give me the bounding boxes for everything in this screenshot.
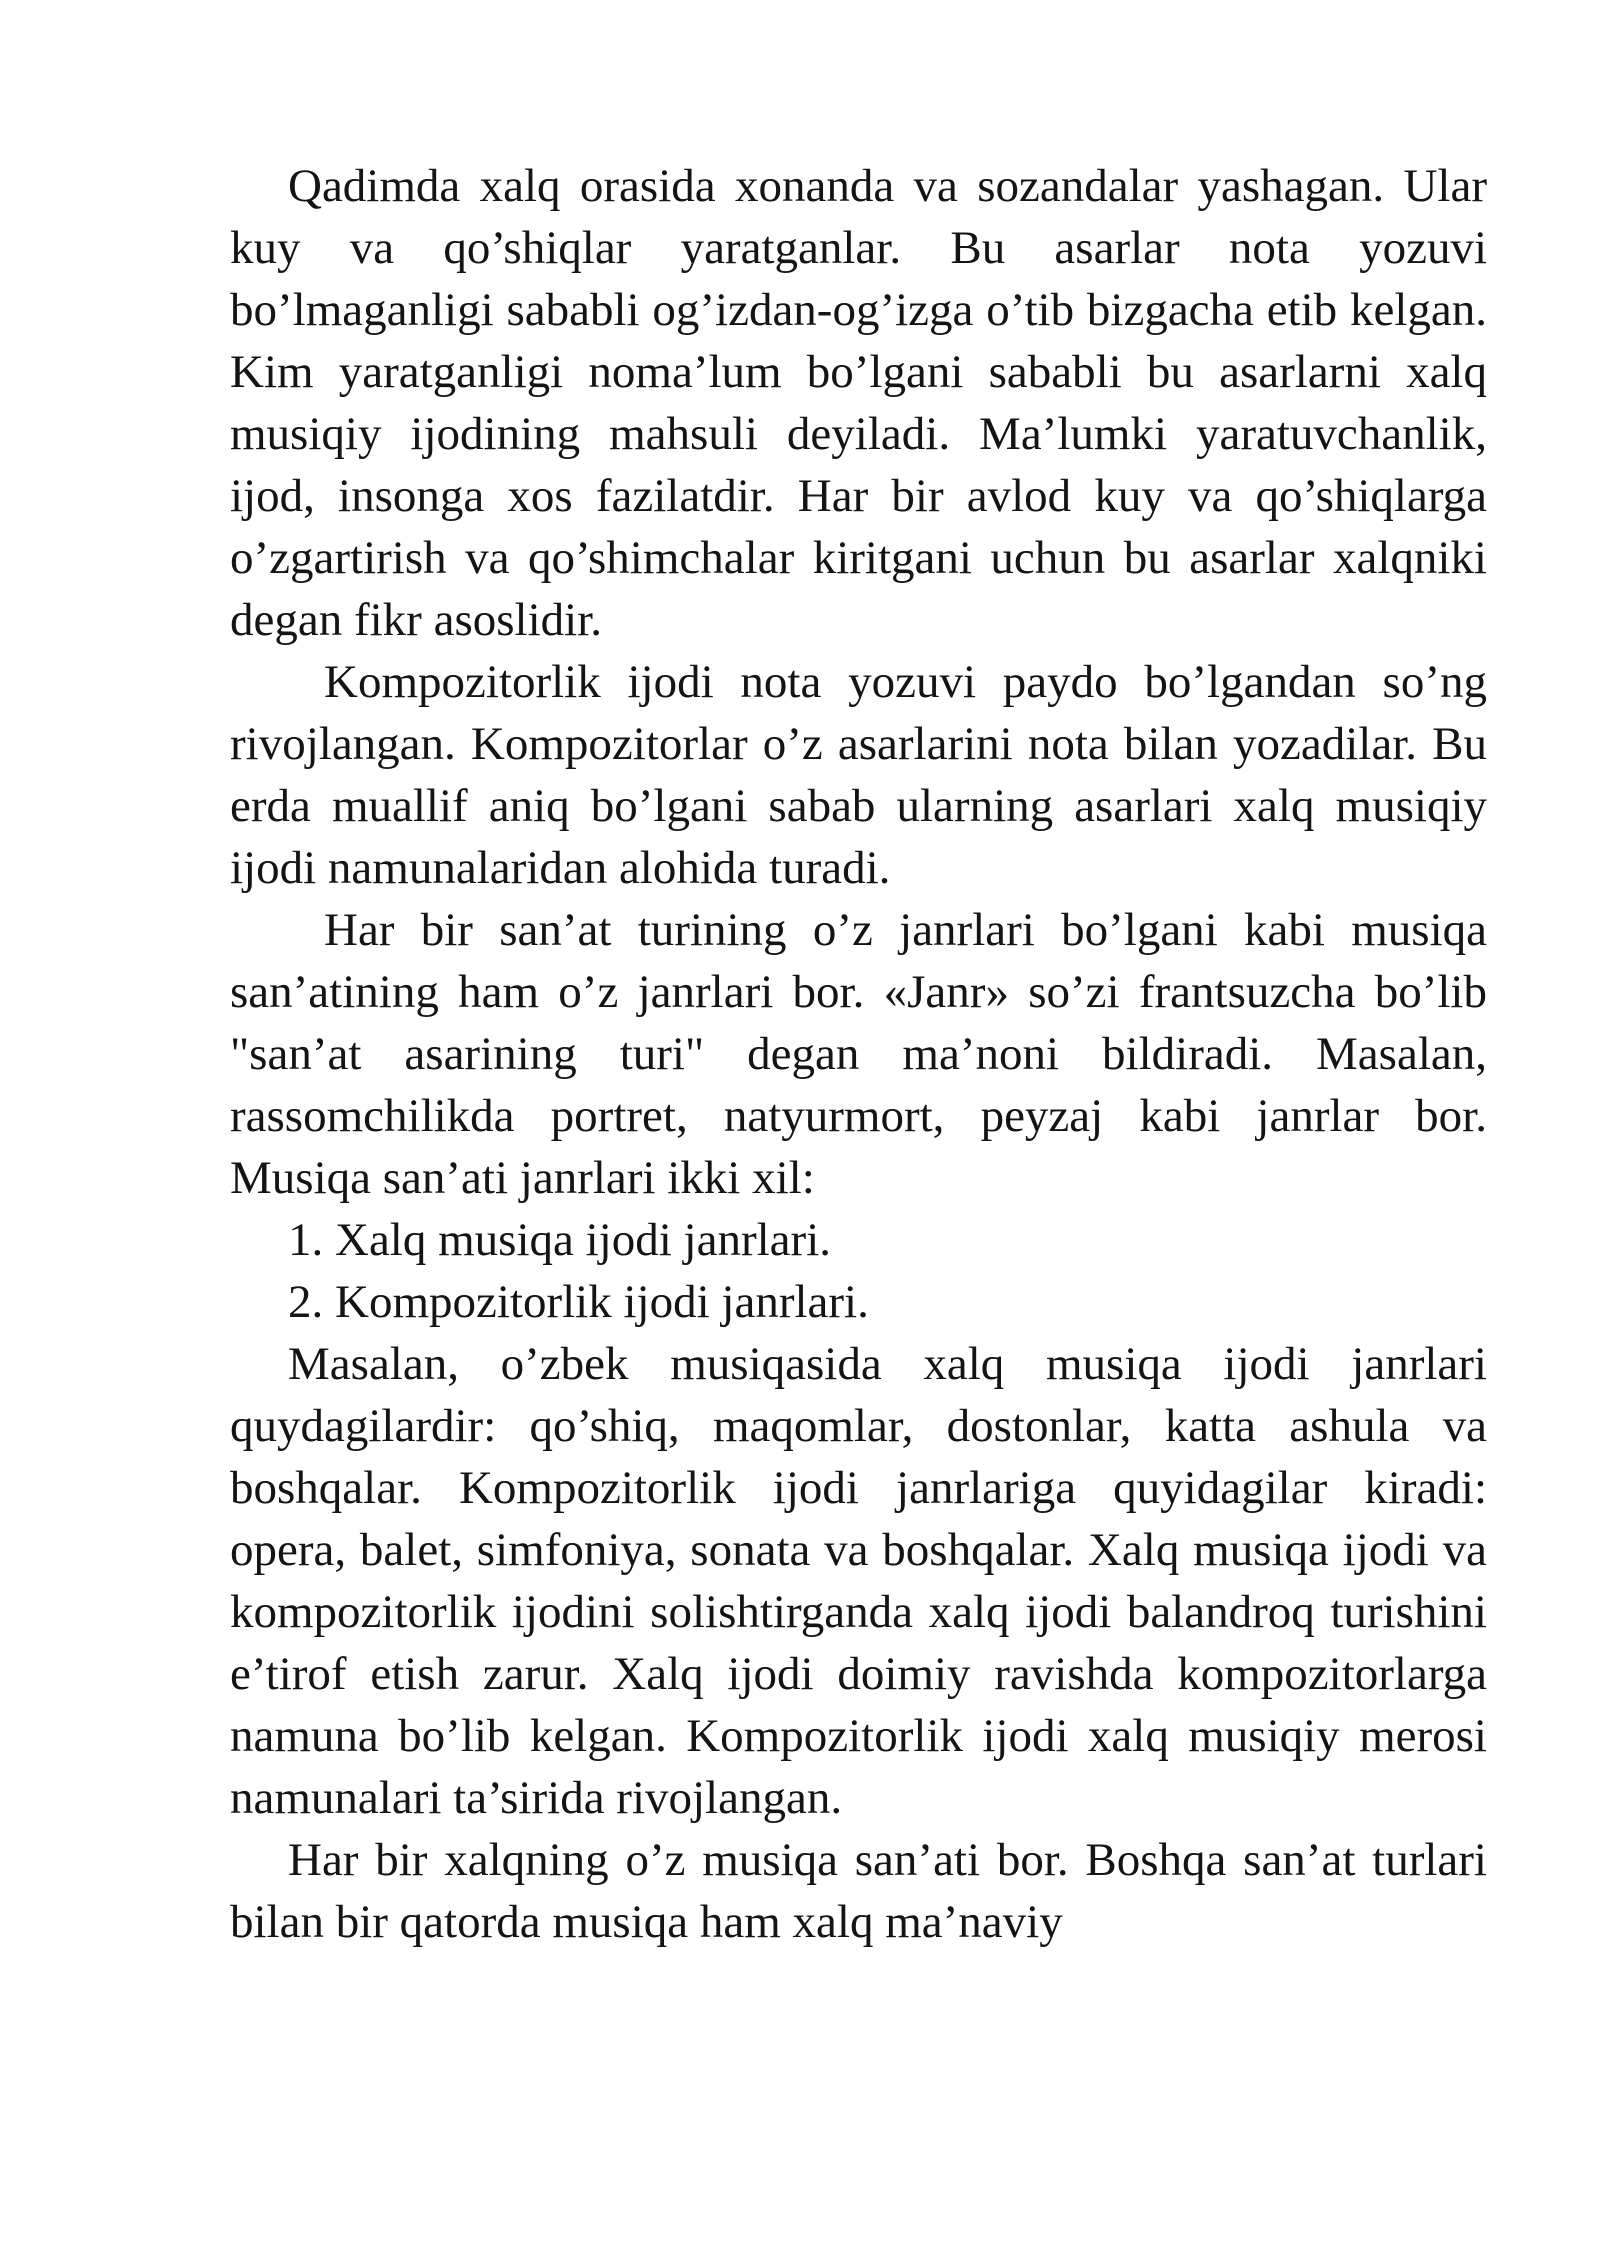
list-item-folk-genres: 1. Xalq musiqa ijodi janrlari. bbox=[288, 1214, 832, 1266]
paragraph-composer-creativity: Kompozitorlik ijodi nota yozuvi paydo bo’lgandan so’ng rivojlangan. Kompozitorlar o’z asarlarini nota bilan yozadilar. Bu erda muallif aniq bo’lgani sabab ularning asarlari xalq musiqiy ijodi namunalaridan alohida turadi. bbox=[230, 656, 1487, 894]
paragraph-folk-music-origins: Qadimda xalq orasida xonanda va sozandalar yashagan. Ular kuy va qo’shiqlar yaratganlar. Bu asarlar nota yozuvi bo’lmaganligi sababli og’izdan-og’izga o’tib bizgacha etib kelgan. Kim yaratganligi noma’lum bo’lgani sababli bu asarlarni xalq musiqiy ijodining mahsuli deyiladi. Ma’lumki yaratuvchanlik, ijod, insonga xos fazilatdir. Har bir avlod kuy va qo’shiqlarga o’zgartirish va qo’shimchalar kiritgani uchun bu asarlar xalqniki degan fikr asoslidir. bbox=[230, 160, 1487, 646]
document-page bbox=[230, 155, 1487, 1953]
paragraph-national-music: Har bir xalqning o’z musiqa san’ati bor. Boshqa san’at turlari bilan bir qatorda musiqa ham xalq ma’naviy bbox=[230, 1834, 1487, 1948]
paragraph-music-genres: Har bir san’at turining o’z janrlari bo’lgani kabi musiqa san’atining ham o’z janrlari bor. «Janr» so’zi frantsuzcha bo’lib "san’at asarining turi" degan ma’noni bildiradi. Masalan, rassomchilikda portret, natyurmort, peyzaj kabi janrlar bor. Musiqa san’ati janrlari ikki xil: bbox=[230, 904, 1487, 1204]
paragraph-uzbek-genres: Masalan, o’zbek musiqasida xalq musiqa ijodi janrlari quydagilardir: qo’shiq, maqomlar, dostonlar, katta ashula va boshqalar. Kompozitorlik ijodi janrlariga quyidagilar kiradi: opera, balet, simfoniya, sonata va boshqalar. Xalq musiqa ijodi va kompozitorlik ijodini solishtirganda xalq ijodi balandroq turishini e’tirof etish zarur. Xalq ijodi doimiy ravishda kompozitorlarga namuna bo’lib kelgan. Kompozitorlik ijodi xalq musiqiy merosi namunalari ta’sirida rivojlangan. bbox=[230, 1338, 1487, 1824]
list-item-composer-genres: 2. Kompozitorlik ijodi janrlari. bbox=[288, 1276, 869, 1328]
